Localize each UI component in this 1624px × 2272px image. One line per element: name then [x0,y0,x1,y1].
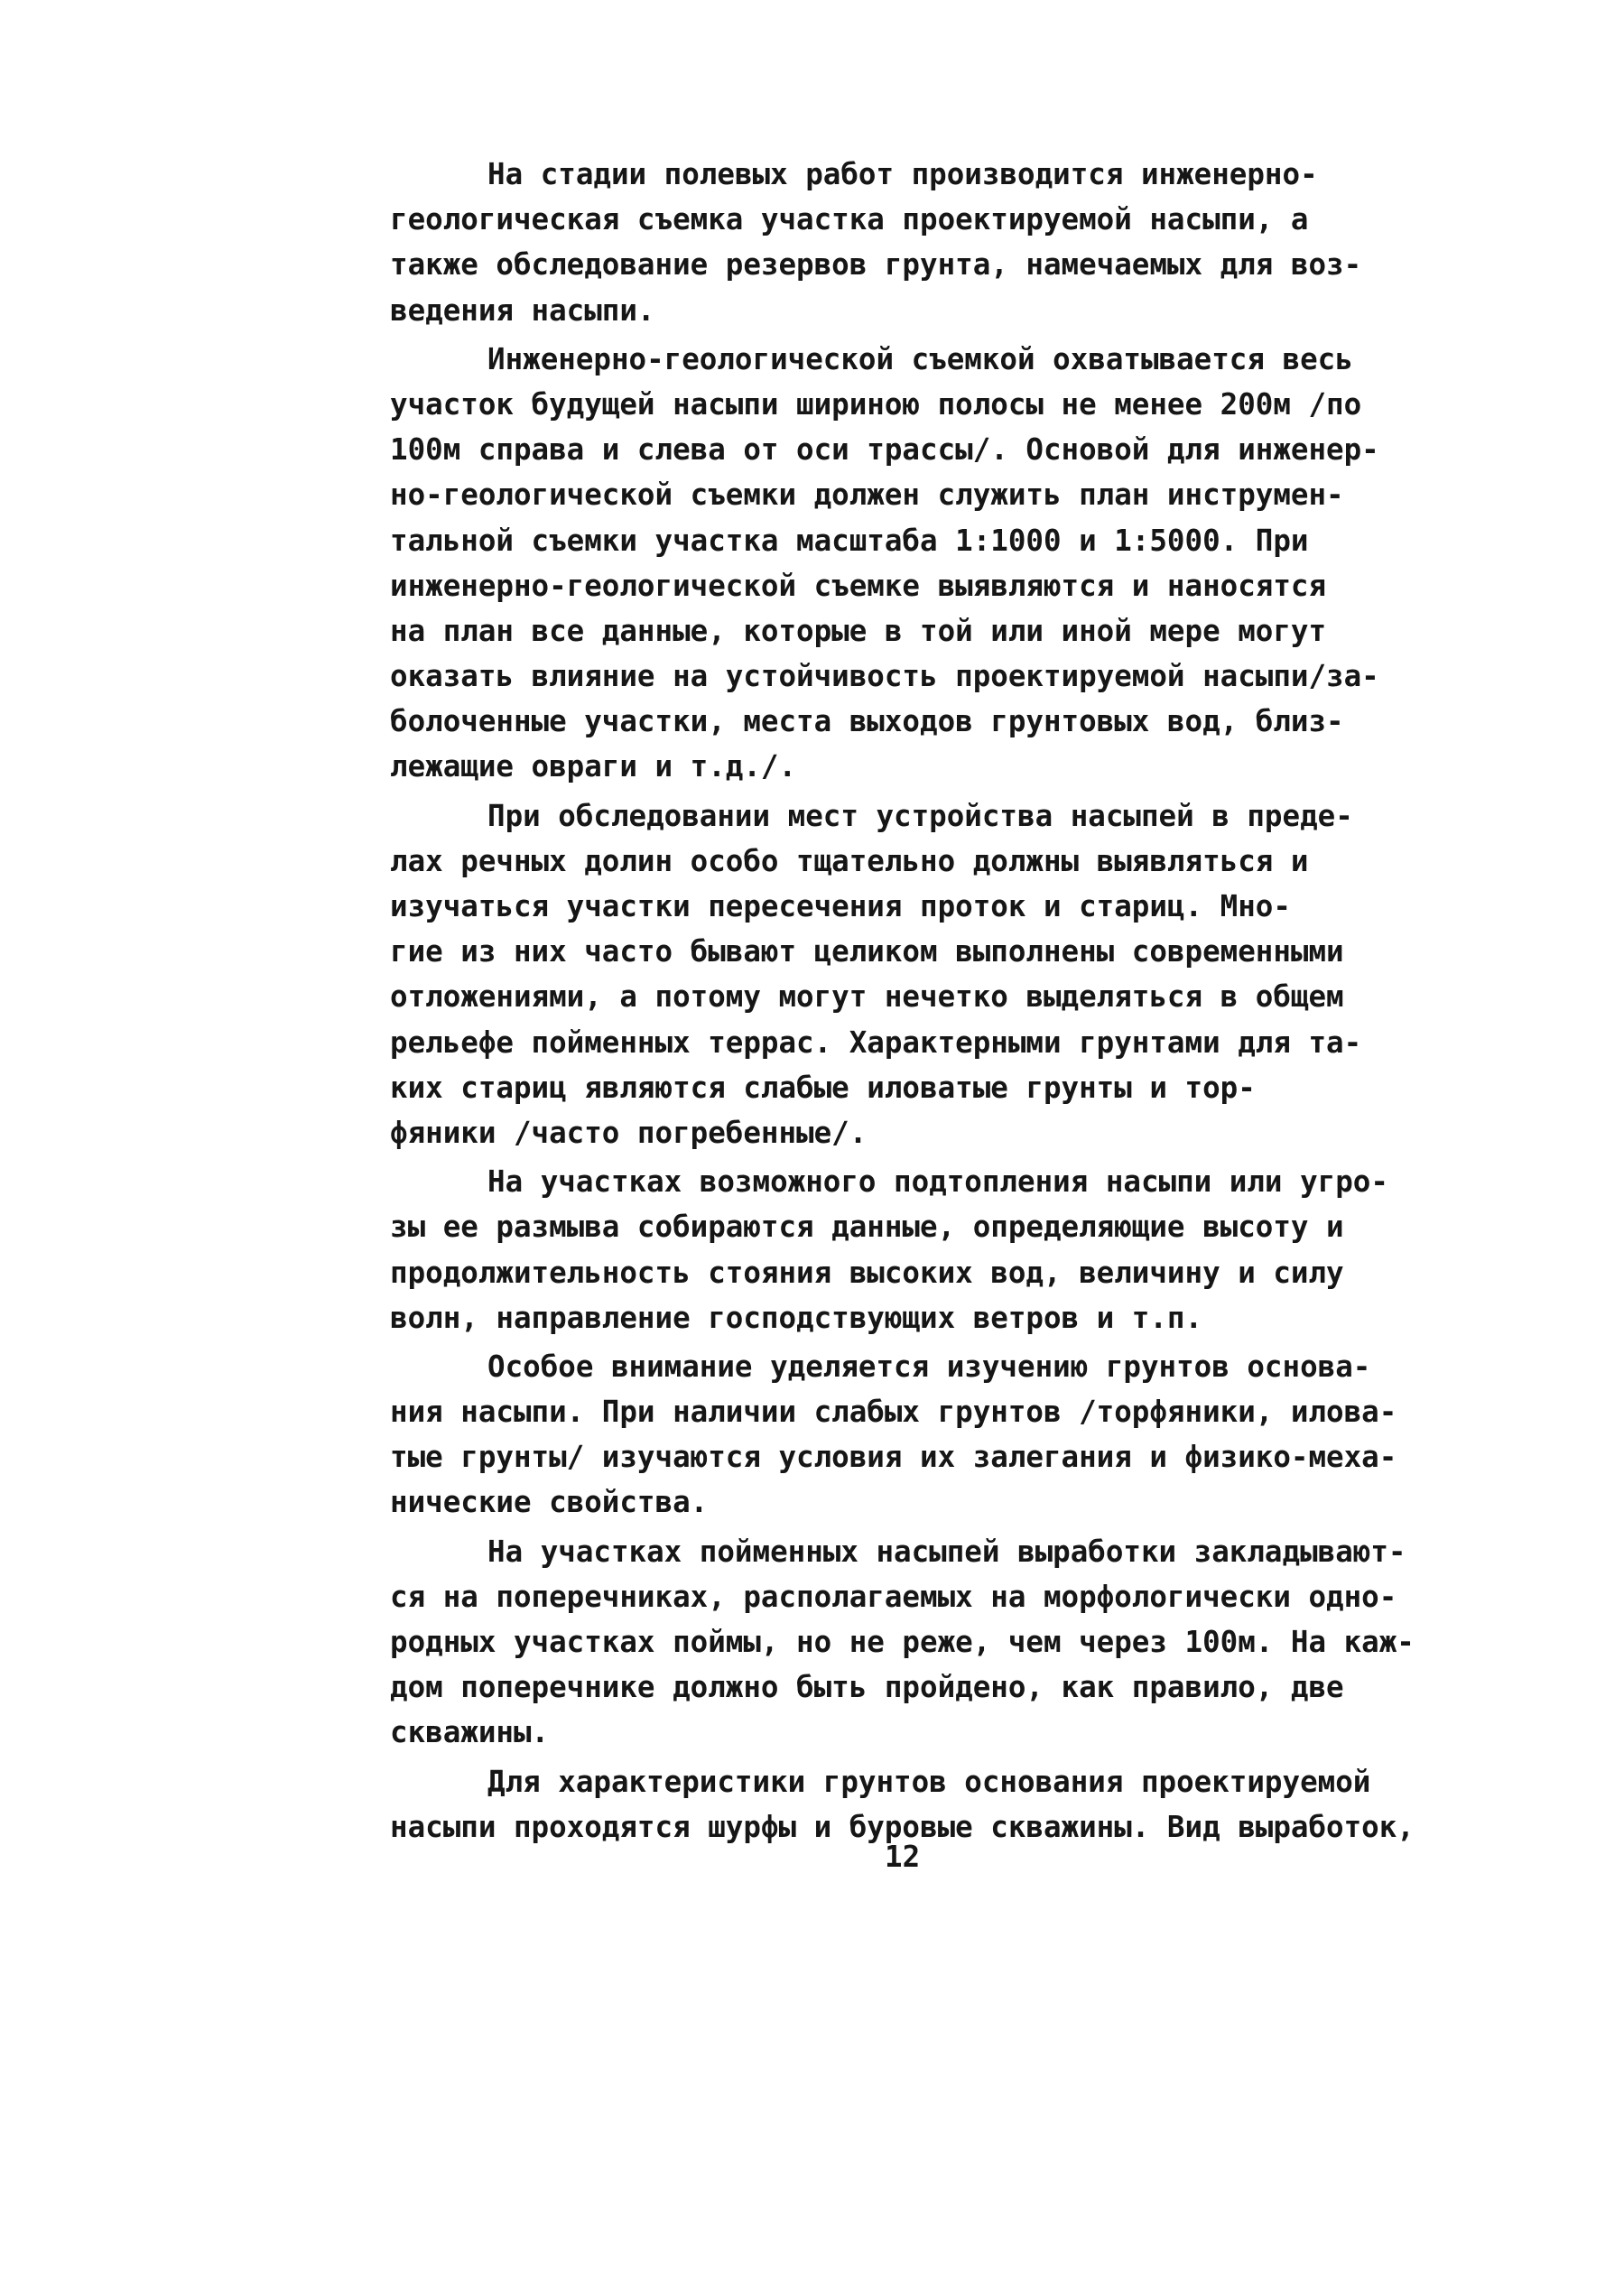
text-line: При обследовании мест устройства насыпей в преде- [487,798,1353,833]
text-line: также обследование резервов грунта, намечаемых для воз- [390,247,1362,283]
paragraph [390,337,1464,790]
text-line: Особое внимание уделяется изучению грунтов основа- [487,1349,1371,1384]
text-line: 100м справа и слева от оси трассы/. Основой для инженер- [390,432,1379,468]
paragraph [390,1344,1464,1525]
text-line: Для характеристики грунтов основания проектируемой [487,1764,1371,1799]
text-line: участок будущей насыпи шириною полосы не менее 200м /по [390,386,1362,422]
text-line: лежащие овраги и т.д./. [390,749,797,784]
text-line: геологическая съемка участка проектируемой насыпи, а [390,202,1309,237]
text-line: зы ее размыва собираются данные, определяющие высоту и [390,1210,1344,1245]
text-line: инженерно-геологической съемке выявляются и наносятся [390,568,1327,603]
text-line: тальной съемки участка масштаба 1:1000 и 1:5000. При [390,523,1309,558]
page-number: 12 [885,1840,921,1874]
text-line: Инженерно-геологической съемкой охватывается весь [487,341,1353,376]
text-line: продолжительность стояния высоких вод, величину и силу [390,1255,1344,1290]
text-line: на план все данные, которые в той или иной мере могут [390,613,1327,648]
body-text [390,152,1464,1850]
text-line: нические свойства. [390,1485,709,1520]
text-line: ния насыпи. При наличии слабых грунтов /торфяники, илова- [390,1395,1397,1430]
text-line: дом поперечнике должно быть пройдено, как правило, две [390,1670,1344,1705]
paragraph [390,152,1464,333]
paragraph [390,1759,1464,1850]
text-line: На участках возможного подтопления насыпи или угро- [487,1164,1388,1200]
text-line: отложениями, а потому могут нечетко выделяться в общем [390,979,1344,1015]
text-line: тые грунты/ изучаются условия их залегания и физико-меха- [390,1440,1397,1475]
text-line: ся на поперечниках, располагаемых на морфологически одно- [390,1579,1397,1614]
text-line: гие из них часто бывают целиком выполнены современными [390,934,1344,969]
text-line: лах речных долин особо тщательно должны выявляться и [390,843,1309,878]
text-line: изучаться участки пересечения проток и стариц. Мно- [390,889,1291,923]
text-line: На стадии полевых работ производится инженерно- [487,157,1318,191]
text-line: ких стариц являются слабые иловатые грунты и тор- [390,1070,1256,1105]
text-line: родных участках поймы, но не реже, чем через 100м. На каж- [390,1625,1415,1659]
text-line: волн, направление господствующих ветров и т.п. [390,1300,1203,1335]
text-line: скважины. [390,1715,550,1750]
paragraph [390,793,1464,1156]
text-line: но-геологической съемки должен служить план инструмен- [390,478,1344,513]
paragraph [390,1159,1464,1340]
text-line: На участках пойменных насыпей выработки закладывают- [487,1534,1406,1569]
text-line: оказать влияние на устойчивость проектируемой насыпи/за- [390,659,1379,694]
text-line: насыпи проходятся шурфы и буровые скважины. Вид выработок, [390,1809,1415,1844]
text-line: ведения насыпи. [390,292,655,328]
text-line: рельефе пойменных террас. Характерными грунтами для та- [390,1025,1362,1060]
text-line: фяники /часто погребенные/. [390,1115,868,1150]
paragraph [390,1529,1464,1756]
text-line: болоченные участки, места выходов грунтовых вод, близ- [390,704,1344,739]
